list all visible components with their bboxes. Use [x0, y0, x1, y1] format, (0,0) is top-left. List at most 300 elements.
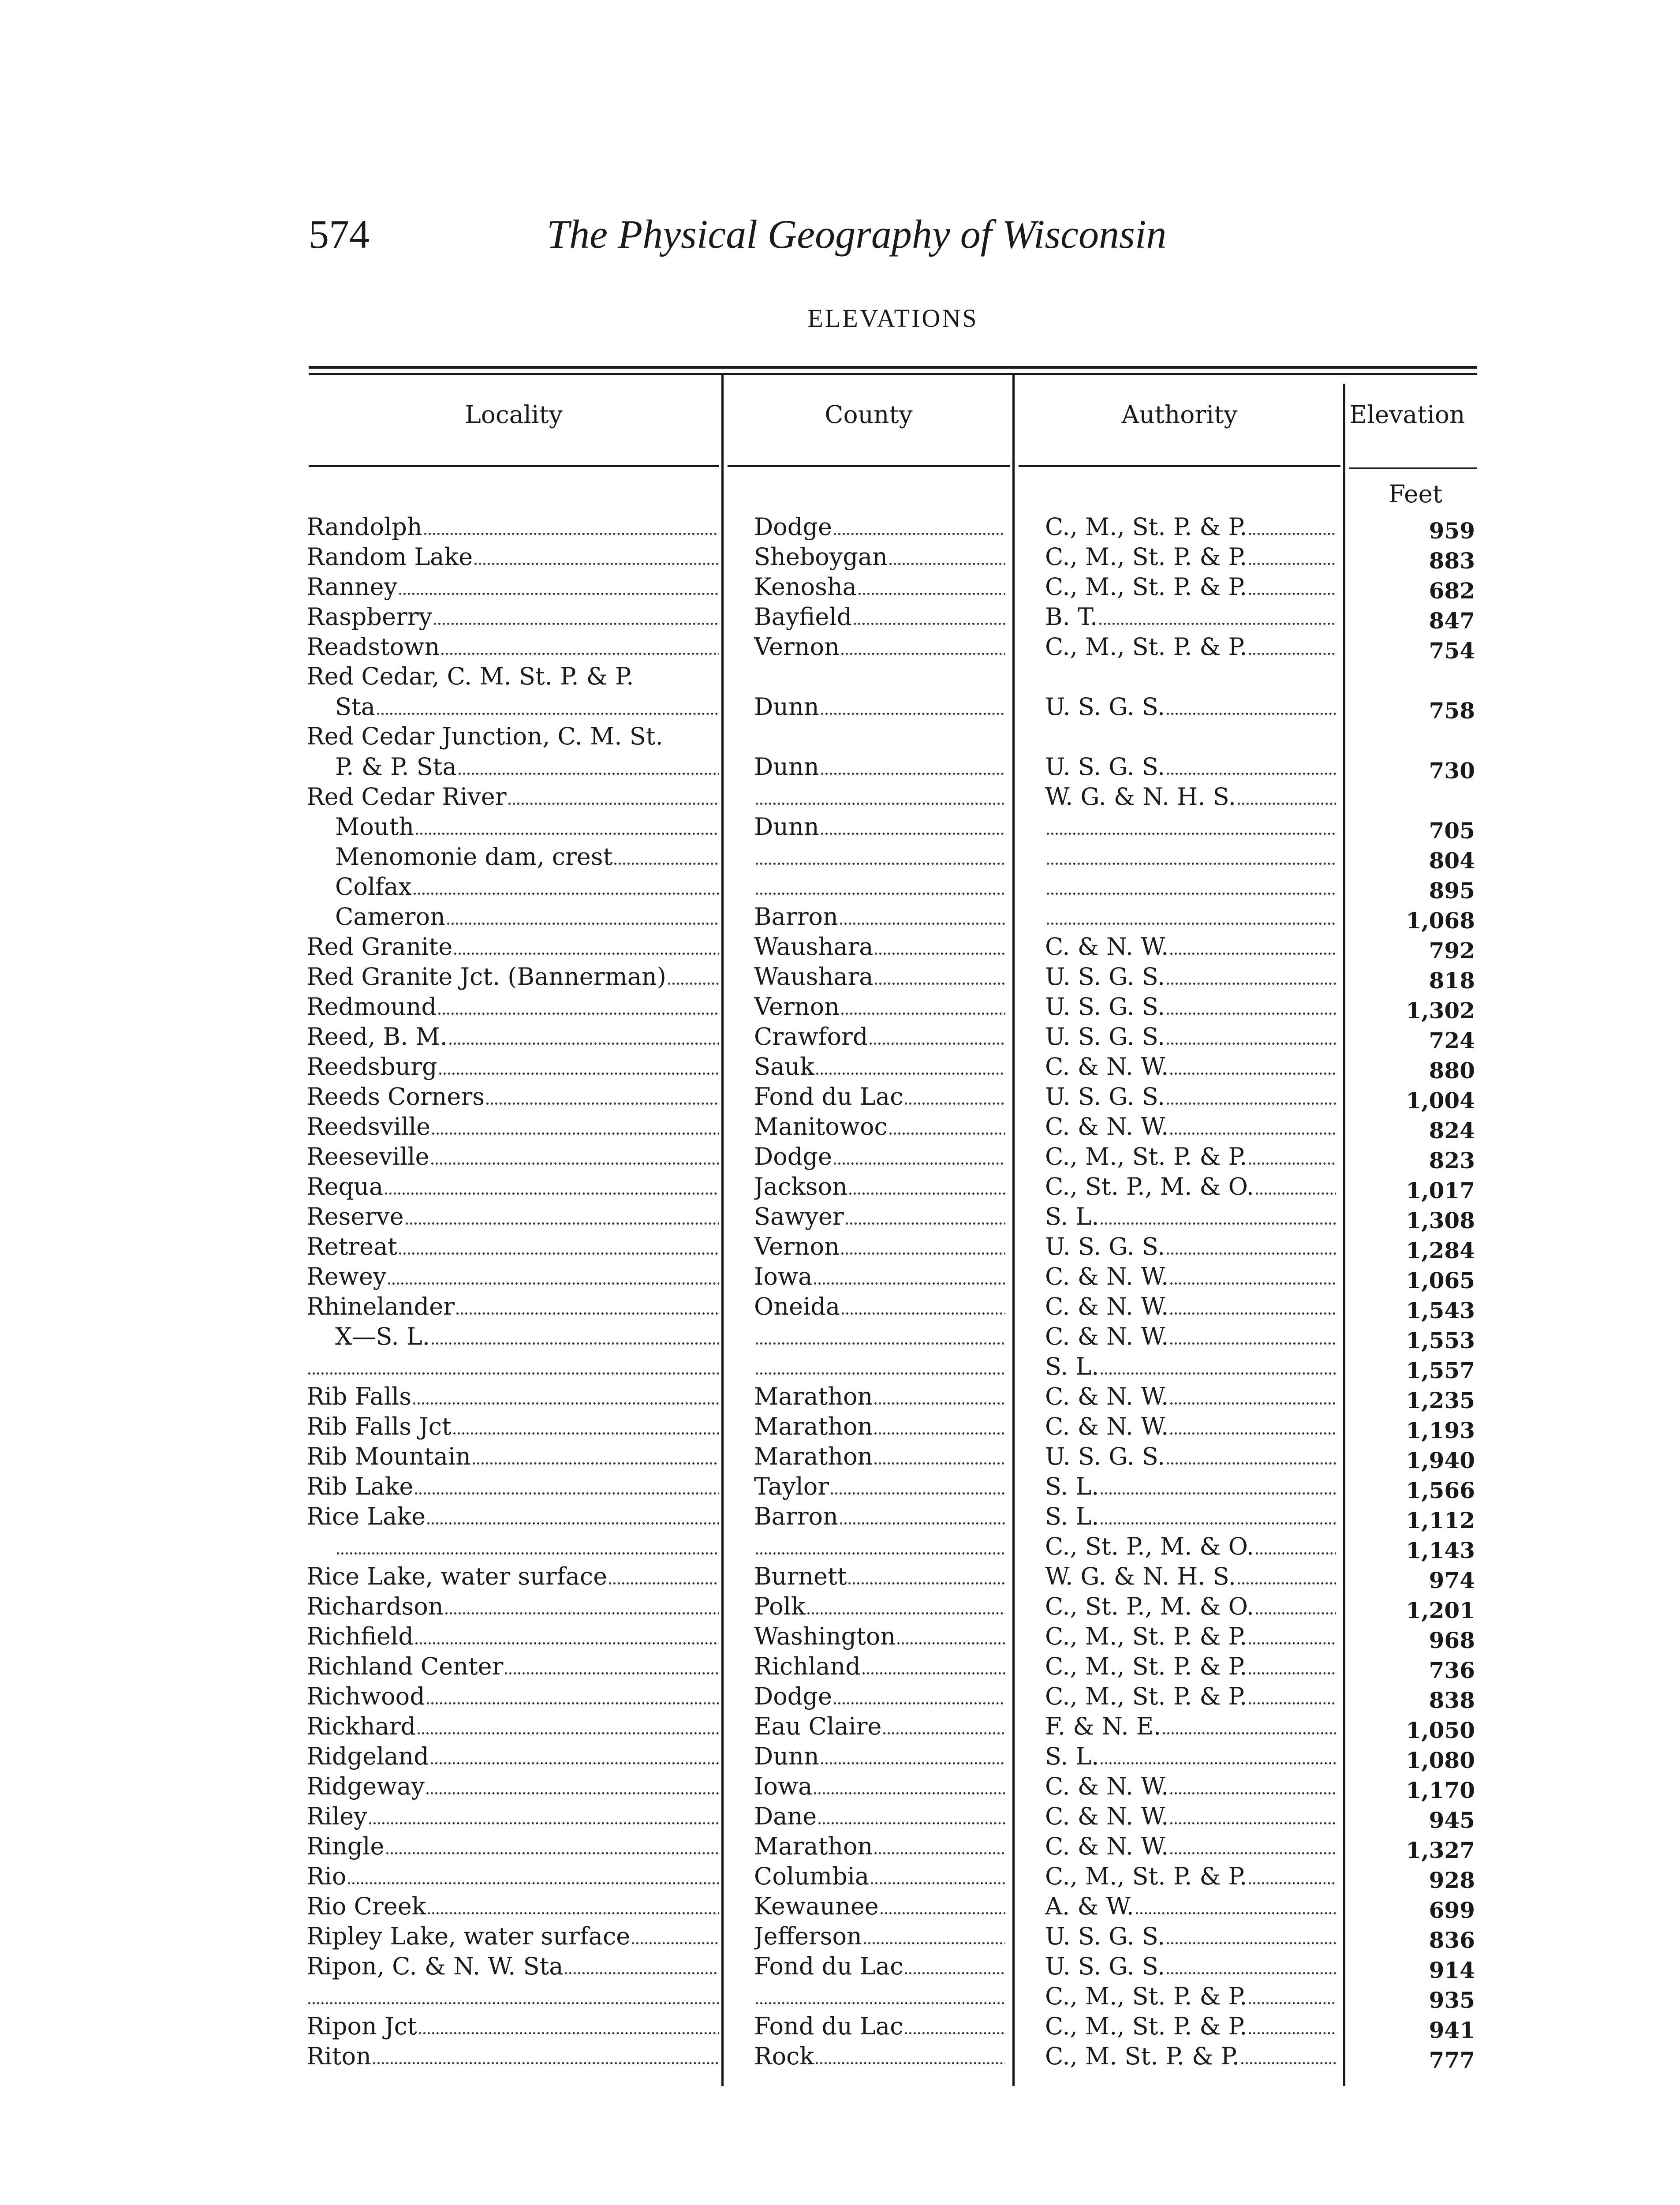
dot-leader — [883, 1711, 1005, 1734]
county-cell — [754, 1441, 1005, 1471]
locality-cell — [306, 1141, 719, 1171]
dot-leader — [505, 1651, 719, 1674]
dot-leader — [441, 632, 719, 655]
header-bottom-rule-elev — [1349, 467, 1477, 469]
authority-cell — [1045, 751, 1336, 781]
dot-leader — [414, 871, 719, 895]
dot-leader — [1170, 1261, 1336, 1285]
authority-cell-text: C., St. P., M. & O. — [1045, 1532, 1254, 1560]
locality-cell — [306, 1471, 719, 1501]
locality-cell-text: Red Cedar Junction, C. M. St. — [306, 722, 663, 750]
county-cell — [754, 542, 1005, 572]
dot-leader — [756, 1981, 1005, 2004]
dot-leader — [1047, 811, 1336, 835]
elevation-cell: 1,302 — [1406, 998, 1475, 1024]
authority-cell-text: C., M., St. P. & P. — [1045, 1652, 1247, 1680]
locality-cell — [306, 1771, 719, 1801]
dot-leader — [1047, 871, 1336, 895]
authority-cell-text: C., M., St. P. & P. — [1045, 633, 1247, 661]
county-cell — [754, 721, 1005, 751]
elevation-cell: 804 — [1429, 848, 1475, 874]
authority-cell-text: C. & N. W. — [1045, 1293, 1169, 1320]
elevation-cell: 824 — [1429, 1117, 1475, 1144]
locality-cell — [306, 1051, 719, 1081]
locality-cell-text: Mouth — [335, 813, 414, 841]
running-title: The Physical Geography of Wisconsin — [547, 212, 1167, 257]
elevation-cell: 758 — [1429, 698, 1475, 724]
authority-cell — [1045, 1741, 1336, 1771]
county-cell — [754, 1471, 1005, 1501]
authority-cell — [1045, 691, 1336, 721]
locality-cell-text: Reedsville — [306, 1113, 431, 1140]
dot-leader — [1238, 1561, 1336, 1585]
dot-leader — [816, 1051, 1005, 1075]
authority-cell — [1045, 991, 1336, 1021]
table-row — [0, 1501, 1680, 1531]
locality-cell — [335, 901, 719, 931]
authority-cell — [1045, 1501, 1336, 1531]
locality-cell — [335, 751, 719, 781]
dot-leader — [445, 1591, 719, 1615]
dot-leader — [1249, 632, 1336, 655]
locality-cell — [306, 1081, 719, 1111]
county-cell — [754, 1381, 1005, 1411]
table-title: ELEVATIONS — [807, 304, 978, 333]
locality-cell-text: Red Cedar, C. M. St. P. & P. — [306, 662, 634, 690]
page-number: 574 — [309, 212, 370, 257]
county-cell-text: Kewaunee — [754, 1892, 879, 1920]
county-cell — [754, 632, 1005, 662]
authority-cell-text: S. L. — [1045, 1742, 1099, 1770]
elevation-cell: 1,308 — [1406, 1207, 1475, 1233]
locality-cell — [306, 1831, 719, 1861]
authority-cell-text: S. L. — [1045, 1353, 1099, 1380]
table-row — [0, 751, 1680, 784]
county-cell — [754, 901, 1005, 931]
locality-cell-text: Readstown — [306, 633, 440, 661]
authority-cell — [1045, 1771, 1336, 1801]
authority-cell-text: W. G. & N. H. S. — [1045, 783, 1236, 811]
dot-leader — [432, 1111, 719, 1135]
authority-cell-text: C., M., St. P. & P. — [1045, 1862, 1247, 1890]
locality-cell-text: Rib Falls Jct — [306, 1413, 452, 1440]
dot-leader — [1249, 1621, 1336, 1644]
dot-leader — [1249, 572, 1336, 595]
county-cell — [754, 662, 1005, 691]
dot-leader — [1170, 1771, 1336, 1794]
dot-leader — [1170, 1411, 1336, 1435]
dot-leader — [431, 1741, 719, 1764]
table-row — [0, 1291, 1680, 1321]
county-cell — [754, 1561, 1005, 1591]
elevation-cell: 1,112 — [1406, 1507, 1475, 1533]
county-cell-text: Marathon — [754, 1443, 873, 1470]
locality-cell — [306, 1741, 719, 1771]
county-cell-text: Barron — [754, 1502, 838, 1530]
locality-cell-text: Rio Creek — [306, 1892, 426, 1920]
dot-leader — [447, 901, 719, 925]
authority-cell — [1045, 1261, 1336, 1291]
dot-leader — [807, 1591, 1005, 1615]
table-row — [0, 1081, 1680, 1114]
locality-cell — [306, 602, 719, 632]
authority-cell-text: C., M., St. P. & P. — [1045, 573, 1247, 601]
elevation-cell: 847 — [1429, 608, 1475, 634]
table-row — [0, 542, 1680, 572]
county-cell — [754, 1501, 1005, 1531]
locality-cell — [306, 1561, 719, 1591]
locality-cell — [306, 1171, 719, 1201]
dot-leader — [386, 1831, 719, 1854]
authority-cell-text: C., M., St. P. & P. — [1045, 2012, 1247, 2040]
dot-leader — [846, 1201, 1005, 1225]
header-elevation: Elevation — [1349, 400, 1465, 429]
dot-leader — [1249, 542, 1336, 565]
county-cell — [754, 2011, 1005, 2041]
dot-leader — [474, 542, 719, 565]
authority-cell-text: U. S. G. S. — [1045, 963, 1165, 990]
authority-cell — [1045, 901, 1336, 931]
dot-leader — [841, 1231, 1005, 1255]
locality-cell-text: Retreat — [306, 1233, 397, 1260]
county-cell — [754, 1981, 1005, 2011]
authority-cell — [1045, 1111, 1336, 1141]
locality-cell — [306, 1441, 719, 1471]
header-bottom-rule-loc — [309, 465, 719, 467]
locality-cell — [335, 1531, 719, 1561]
dot-leader — [814, 1261, 1005, 1285]
locality-cell-text: Rio — [306, 1862, 347, 1890]
elevation-cell: 736 — [1429, 1657, 1475, 1683]
county-cell — [754, 1411, 1005, 1441]
county-cell — [754, 1741, 1005, 1771]
table-row — [0, 1981, 1680, 2011]
dot-leader — [385, 1171, 719, 1195]
authority-cell — [1045, 1651, 1336, 1681]
locality-cell — [335, 1321, 719, 1351]
dot-leader — [1101, 1351, 1336, 1375]
locality-cell-text: Rib Mountain — [306, 1443, 471, 1470]
table-row — [0, 1471, 1680, 1501]
table-row — [0, 1111, 1680, 1144]
locality-cell — [306, 1351, 719, 1381]
county-cell-text: Dane — [754, 1802, 817, 1830]
dot-leader — [348, 1861, 719, 1884]
dot-leader — [508, 781, 719, 805]
locality-cell — [306, 1291, 719, 1321]
authority-cell-text: U. S. G. S. — [1045, 753, 1165, 781]
dot-leader — [756, 1351, 1005, 1375]
dot-leader — [308, 1981, 719, 2004]
table-row — [0, 931, 1680, 964]
table-row — [0, 1681, 1680, 1711]
dot-leader — [1101, 1501, 1336, 1525]
dot-leader — [1238, 781, 1336, 805]
county-cell — [754, 871, 1005, 901]
table-body — [0, 512, 1680, 2071]
county-cell-text: Dunn — [754, 813, 819, 841]
county-cell-text: Manitowoc — [754, 1113, 888, 1140]
county-cell-text: Dunn — [754, 1742, 819, 1770]
table-row — [0, 1531, 1680, 1561]
county-cell-text: Iowa — [754, 1263, 813, 1290]
county-cell — [754, 1051, 1005, 1081]
county-cell-text: Marathon — [754, 1413, 873, 1440]
table-row — [0, 1741, 1680, 1771]
dot-leader — [1047, 841, 1336, 865]
authority-cell-text: C. & N. W. — [1045, 1383, 1169, 1410]
county-cell-text: Oneida — [754, 1293, 840, 1320]
table-row — [0, 1351, 1680, 1381]
dot-leader — [439, 1051, 719, 1075]
dot-leader — [486, 1081, 719, 1105]
county-cell-text: Iowa — [754, 1772, 813, 1800]
county-cell-text: Eau Claire — [754, 1712, 882, 1740]
county-cell — [754, 512, 1005, 542]
county-cell-text: Columbia — [754, 1862, 870, 1890]
header-county: County — [825, 400, 913, 429]
elevation-cell: 823 — [1429, 1147, 1475, 1174]
dot-leader — [1249, 1141, 1336, 1165]
dot-leader — [1167, 751, 1336, 775]
dot-leader — [337, 1531, 719, 1555]
dot-leader — [1167, 991, 1336, 1015]
dot-leader — [831, 1471, 1005, 1495]
dot-leader — [840, 901, 1005, 925]
dot-leader — [821, 811, 1005, 835]
elevation-cell: 682 — [1429, 578, 1475, 604]
authority-cell-text: C. & N. W. — [1045, 1802, 1169, 1830]
dot-leader — [308, 1351, 719, 1375]
dot-leader — [821, 1741, 1005, 1764]
county-cell-text: Sheboygan — [754, 543, 888, 571]
elevation-cell: 1,065 — [1406, 1267, 1475, 1293]
header-locality: Locality — [465, 400, 563, 429]
county-cell — [754, 1621, 1005, 1651]
elevation-cell: 968 — [1429, 1627, 1475, 1653]
dot-leader — [424, 512, 719, 535]
county-cell-text: Fond du Lac — [754, 1952, 903, 1980]
county-cell — [754, 602, 1005, 632]
table-row — [0, 1561, 1680, 1591]
county-cell-text: Fond du Lac — [754, 2012, 903, 2040]
authority-cell-text: U. S. G. S. — [1045, 1922, 1165, 1950]
dot-leader — [1167, 1231, 1336, 1255]
county-cell-text: Crawford — [754, 1023, 868, 1050]
elevation-cell: 1,004 — [1406, 1088, 1475, 1114]
authority-cell — [1045, 1531, 1336, 1561]
authority-cell — [1045, 1231, 1336, 1261]
county-cell — [754, 1591, 1005, 1621]
authority-cell-text: C. & N. W. — [1045, 1832, 1169, 1860]
authority-cell — [1045, 2041, 1336, 2071]
county-cell — [754, 1081, 1005, 1111]
dot-leader — [1099, 602, 1336, 625]
county-cell-text: Marathon — [754, 1383, 873, 1410]
dot-leader — [849, 1171, 1005, 1195]
county-cell — [754, 1801, 1005, 1831]
header-bottom-rule-auth — [1019, 465, 1340, 467]
authority-cell — [1045, 632, 1336, 662]
county-cell — [754, 841, 1005, 871]
dot-leader — [871, 1861, 1005, 1884]
table-row — [0, 841, 1680, 874]
locality-cell — [335, 841, 719, 871]
elevation-cell: 1,235 — [1406, 1387, 1475, 1413]
dot-leader — [1047, 901, 1336, 925]
locality-cell-text: Richfield — [306, 1622, 414, 1650]
dot-leader — [565, 1951, 719, 1974]
county-cell-text: Polk — [754, 1592, 806, 1620]
dot-leader — [416, 811, 719, 835]
elevation-cell: 959 — [1429, 518, 1475, 544]
locality-cell-text: Red Granite — [306, 933, 453, 960]
dot-leader — [432, 1321, 719, 1345]
dot-leader — [1170, 931, 1336, 955]
locality-cell — [306, 2041, 719, 2071]
locality-cell — [306, 1111, 719, 1141]
locality-cell — [306, 931, 719, 961]
county-cell — [754, 1111, 1005, 1141]
locality-cell — [306, 1981, 719, 2011]
county-cell — [754, 1951, 1005, 1981]
locality-cell-text: Richardson — [306, 1592, 444, 1620]
table-row — [0, 1831, 1680, 1861]
elevation-cell: 914 — [1429, 1957, 1475, 1983]
authority-cell — [1045, 811, 1336, 841]
table-row — [0, 781, 1680, 811]
authority-cell-text: C., M., St. P. & P. — [1045, 1143, 1247, 1170]
elevation-cell: 792 — [1429, 938, 1475, 964]
authority-cell — [1045, 1381, 1336, 1411]
table-row — [0, 1411, 1680, 1441]
locality-cell-text: Richland Center — [306, 1652, 504, 1680]
county-cell — [754, 1291, 1005, 1321]
locality-cell — [335, 691, 719, 721]
locality-cell-text: Rib Lake — [306, 1472, 414, 1500]
table-row — [0, 632, 1680, 662]
authority-cell — [1045, 662, 1336, 691]
county-cell — [754, 1021, 1005, 1051]
authority-cell-text: B. T. — [1045, 603, 1098, 631]
county-cell — [754, 991, 1005, 1021]
locality-cell-text: Raspberry — [306, 603, 433, 631]
authority-cell — [1045, 1351, 1336, 1381]
authority-cell — [1045, 1711, 1336, 1741]
locality-cell — [306, 542, 719, 572]
elevation-cell: 935 — [1429, 1987, 1475, 2013]
locality-cell — [306, 721, 719, 751]
authority-cell — [1045, 1921, 1336, 1951]
dot-leader — [1167, 1021, 1336, 1045]
county-cell — [754, 1921, 1005, 1951]
county-cell — [754, 572, 1005, 602]
locality-cell-text: Reeseville — [306, 1143, 429, 1170]
table-row — [0, 1771, 1680, 1801]
authority-cell — [1045, 1081, 1336, 1111]
authority-cell-text: C. & N. W. — [1045, 1323, 1169, 1350]
authority-cell — [1045, 572, 1336, 602]
authority-cell-text: C., M., St. P. & P. — [1045, 1682, 1247, 1710]
county-cell — [754, 691, 1005, 721]
dot-leader — [756, 841, 1005, 865]
authority-cell-text: S. L. — [1045, 1472, 1099, 1500]
authority-cell — [1045, 781, 1336, 811]
locality-cell-text: Riley — [306, 1802, 367, 1830]
elevation-cell: 1,543 — [1406, 1297, 1475, 1323]
authority-cell — [1045, 1801, 1336, 1831]
county-cell — [754, 1261, 1005, 1291]
table-top-rule-inner — [309, 373, 1477, 375]
table-row — [0, 1711, 1680, 1741]
locality-cell-text: Richwood — [306, 1682, 425, 1710]
dot-leader — [426, 1771, 719, 1794]
dot-leader — [870, 1021, 1005, 1045]
dot-leader — [1170, 1321, 1336, 1345]
table-row — [0, 1591, 1680, 1621]
county-cell-text: Jackson — [754, 1173, 847, 1200]
authority-cell — [1045, 1561, 1336, 1591]
elevation-cell: 1,557 — [1406, 1357, 1475, 1383]
locality-cell — [306, 1711, 719, 1741]
dot-leader — [834, 512, 1005, 535]
elevation-cell: 1,327 — [1406, 1837, 1475, 1863]
elevation-cell: 705 — [1429, 818, 1475, 844]
dot-leader — [415, 1471, 719, 1495]
authority-cell-text: C., St. P., M. & O. — [1045, 1173, 1254, 1200]
authority-cell — [1045, 1681, 1336, 1711]
authority-cell-text: U. S. G. S. — [1045, 1023, 1165, 1050]
county-cell — [754, 1861, 1005, 1891]
dot-leader — [756, 1531, 1005, 1555]
locality-cell-text: Ridgeland — [306, 1742, 429, 1770]
county-cell-text: Rock — [754, 2042, 814, 2070]
locality-cell-text: P. & P. Sta — [335, 753, 457, 781]
table-row — [0, 1021, 1680, 1054]
authority-cell-text: C. & N. W. — [1045, 1113, 1169, 1140]
authority-cell-text: U. S. G. S. — [1045, 693, 1165, 721]
dot-leader — [1170, 1801, 1336, 1824]
elevation-cell: 1,170 — [1406, 1777, 1475, 1803]
county-cell-text: Fond du Lac — [754, 1083, 903, 1110]
locality-cell — [306, 1231, 719, 1261]
locality-cell-text: Reed, B. M. — [306, 1023, 448, 1050]
county-cell — [754, 1651, 1005, 1681]
elevation-unit: Feet — [1388, 480, 1443, 508]
authority-cell-text: C., M., St. P. & P. — [1045, 1622, 1247, 1650]
elevation-cell: 818 — [1429, 968, 1475, 994]
county-cell-text: Sauk — [754, 1053, 814, 1080]
elevation-cell: 974 — [1429, 1567, 1475, 1593]
locality-cell — [306, 1261, 719, 1291]
dot-leader — [1101, 1471, 1336, 1495]
dot-leader — [1170, 1831, 1336, 1854]
county-cell-text: Bayfield — [754, 603, 852, 631]
table-row — [0, 662, 1680, 691]
authority-cell — [1045, 721, 1336, 751]
locality-cell — [306, 632, 719, 662]
table-row — [0, 1201, 1680, 1231]
dot-leader — [373, 2041, 719, 2064]
table-row — [0, 1801, 1680, 1831]
table-row — [0, 1861, 1680, 1891]
elevation-cell: 880 — [1429, 1058, 1475, 1084]
dot-leader — [848, 1561, 1005, 1585]
dot-leader — [453, 1411, 719, 1435]
authority-cell-text: U. S. G. S. — [1045, 993, 1165, 1020]
locality-cell — [306, 1951, 719, 1981]
authority-cell-text: U. S. G. S. — [1045, 1443, 1165, 1470]
